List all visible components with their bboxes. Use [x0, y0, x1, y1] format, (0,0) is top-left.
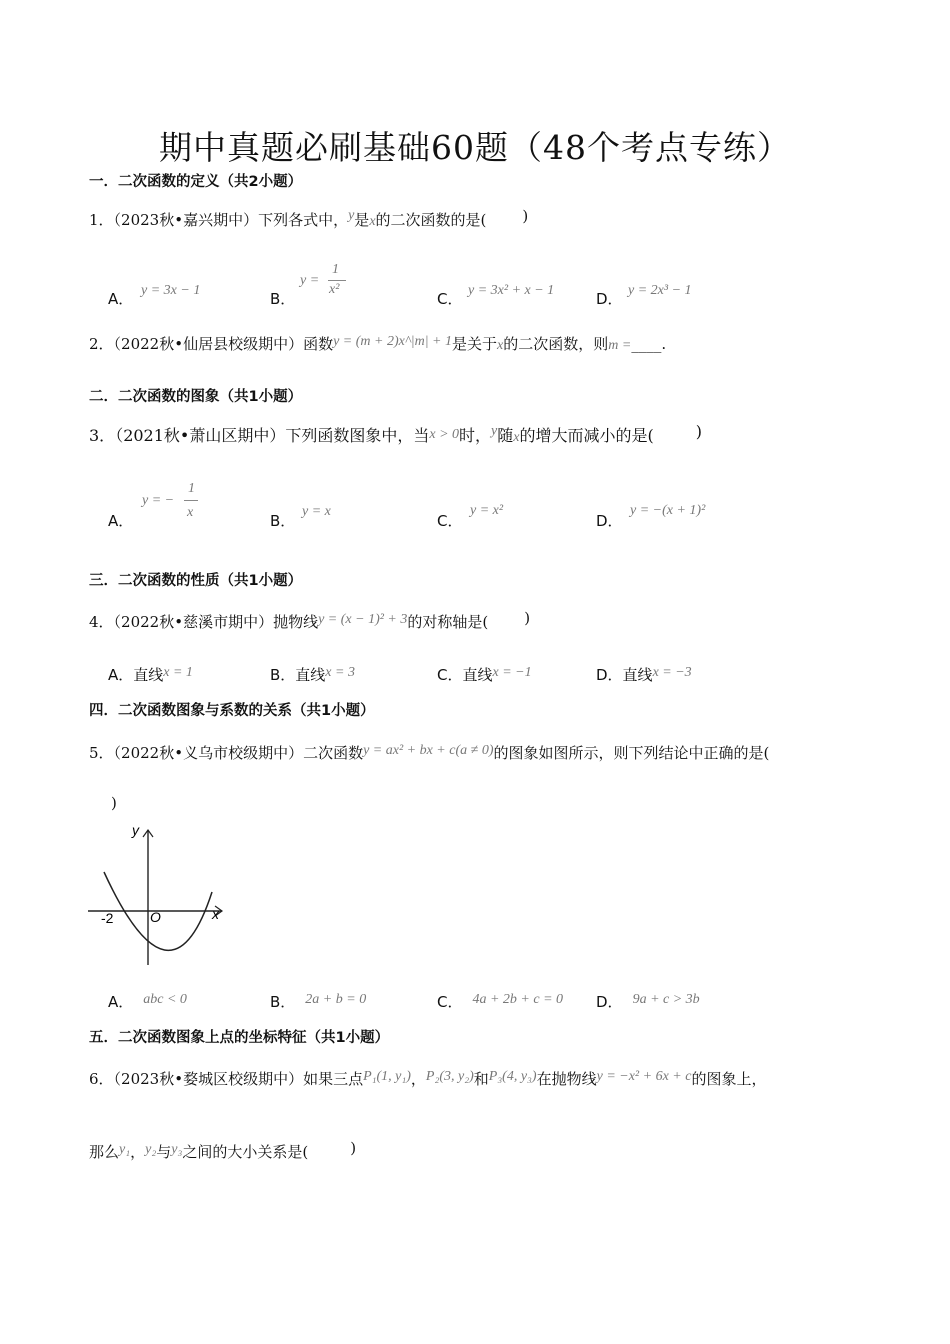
question-source: （2022秋•仙居县校级期中）函数: [113, 335, 334, 353]
option-label: A．: [108, 993, 134, 1011]
answer-paren-close: ): [350, 1139, 357, 1157]
answer-paren-open: (: [480, 211, 487, 229]
question-number: 6．: [89, 1070, 114, 1088]
option-b[interactable]: [270, 510, 295, 531]
option-c[interactable]: [437, 510, 462, 531]
question-number: 3．: [89, 426, 116, 445]
math-var: y₂: [145, 1142, 157, 1157]
option-label: B．: [270, 290, 296, 308]
option-label: C．: [437, 290, 463, 308]
question-6: [89, 1068, 766, 1089]
answer-paren-open: (: [647, 426, 654, 445]
option-label: C．: [437, 512, 463, 530]
option-label: B．直线: [270, 666, 326, 684]
math-var: y: [348, 208, 355, 223]
option-expr: 9a + c > 3b: [632, 992, 700, 1007]
option-c-expr: y = x²: [470, 503, 504, 518]
option-c-expr: y = 3x² + x − 1: [468, 283, 555, 298]
section-heading-1: 一．二次函数的定义（共2小题）: [89, 174, 303, 190]
option-b-lhs: y =: [300, 273, 320, 288]
question-text: 的二次函数，则: [503, 335, 609, 353]
question-number: 2．: [89, 335, 114, 353]
question-number: 5．: [89, 744, 114, 762]
option-a[interactable]: [108, 664, 193, 685]
question-text: 的增大而减小的是: [519, 426, 648, 445]
math-expr: y = −x² + 6x + c: [596, 1069, 692, 1084]
parabola-graph: [84, 820, 234, 970]
option-label: B．: [270, 993, 296, 1011]
math-var: x: [497, 338, 504, 353]
question-6-line-2: [89, 1141, 356, 1162]
option-label: A．: [108, 512, 134, 530]
answer-paren-open: (: [302, 1143, 309, 1161]
fraction-denominator: x²: [329, 282, 340, 297]
option-label: D．: [596, 512, 623, 530]
question-text: 是关于: [452, 335, 498, 353]
option-d[interactable]: [596, 510, 623, 531]
option-a[interactable]: [108, 288, 133, 309]
origin-label: O: [150, 909, 161, 925]
option-b[interactable]: [270, 288, 295, 309]
option-label: D．: [596, 290, 623, 308]
section-heading-5: 五．二次函数图象上点的坐标特征（共1小题）: [89, 1030, 390, 1046]
question-source: （2023秋•嘉兴期中）下列各式中，: [113, 211, 349, 229]
option-expr: abc < 0: [143, 992, 187, 1007]
option-expr: 4a + 2b + c = 0: [472, 992, 564, 1007]
answer-paren-open: (: [763, 744, 770, 762]
option-b[interactable]: [270, 664, 355, 685]
option-expr: x = 1: [163, 665, 193, 680]
option-label: D．: [596, 993, 623, 1011]
option-d-expr: y = 2x³ − 1: [628, 283, 692, 298]
question-5: [89, 742, 769, 763]
option-d[interactable]: [596, 991, 700, 1012]
question-text: 的对称轴是: [407, 613, 483, 631]
question-text: 与: [156, 1143, 172, 1161]
math-expr: m =: [608, 338, 632, 353]
answer-paren-open: (: [482, 613, 489, 631]
question-text: 和: [473, 1070, 489, 1088]
option-a[interactable]: [108, 510, 133, 531]
option-a-expr: y = 3x − 1: [141, 283, 201, 298]
option-d[interactable]: [596, 664, 692, 685]
option-label: C．: [437, 993, 463, 1011]
question-2: [89, 333, 666, 354]
question-text: 是: [354, 211, 370, 229]
fraction-denominator: x: [187, 505, 194, 520]
option-d[interactable]: [596, 288, 623, 309]
page-title: 期中真题必刷基础60题（48个考点专练）: [159, 128, 791, 167]
math-var: y₃: [171, 1142, 183, 1157]
question-source: （2021秋•萧山区期中）下列函数图象中，当: [115, 426, 430, 445]
question-text: 的图象上，: [691, 1070, 767, 1088]
math-expr: y = ax² + bx + c(a ≠ 0): [363, 743, 494, 758]
question-3: [89, 423, 702, 446]
section-heading-4: 四．二次函数图象与系数的关系（共1小题）: [89, 703, 375, 719]
math-var: y₁: [119, 1142, 131, 1157]
math-var: y: [491, 423, 498, 439]
answer-blank[interactable]: ____: [631, 335, 662, 353]
option-expr: x = −1: [492, 665, 532, 680]
fraction-bar: [328, 280, 346, 281]
option-expr: 2a + b = 0: [305, 992, 367, 1007]
question-text: 那么: [89, 1143, 120, 1161]
option-expr: x = 3: [325, 665, 355, 680]
point-p3: P₃(4, y₃): [488, 1069, 537, 1084]
question-text: 的二次函数的是: [375, 211, 481, 229]
answer-paren-close: ): [695, 422, 703, 441]
question-number: 1．: [89, 211, 114, 229]
point-p1: P₁(1, y₁): [363, 1069, 411, 1084]
option-label: A．直线: [108, 666, 164, 684]
x-axis-label: x: [212, 906, 219, 922]
question-text: 在抛物线: [536, 1070, 597, 1088]
question-text: 随: [497, 426, 514, 445]
answer-paren-close: ): [111, 794, 117, 812]
section-heading-3: 三．二次函数的性质（共1小题）: [89, 573, 303, 589]
section-heading-2: 二．二次函数的图象（共1小题）: [89, 389, 303, 405]
root-label: -2: [101, 910, 114, 926]
question-1: [89, 208, 528, 230]
point-p2: P₂(3, y₂): [425, 1069, 474, 1084]
math-expr: y = (x − 1)² + 3: [318, 612, 408, 627]
option-a-lhs: y = −: [142, 493, 175, 508]
option-a[interactable]: [108, 991, 187, 1012]
option-expr: x = −3: [652, 665, 692, 680]
question-text: .: [661, 335, 667, 353]
question-text: ，: [410, 1070, 426, 1088]
option-d-expr: y = −(x + 1)²: [630, 503, 706, 518]
answer-paren-close: ): [524, 609, 531, 627]
fraction-numerator: 1: [188, 481, 195, 496]
answer-paren-close: ): [522, 207, 529, 225]
math-var: x: [513, 430, 520, 445]
question-text: 时，: [459, 426, 492, 445]
option-c[interactable]: [437, 664, 532, 685]
question-source: （2023秋•婺城区校级期中）如果三点: [113, 1070, 364, 1088]
math-var: x: [369, 214, 376, 229]
question-text: 的图象如图所示，则下列结论中正确的是: [493, 744, 764, 762]
option-label: C．直线: [437, 666, 493, 684]
question-text: 之间的大小关系是: [182, 1143, 303, 1161]
question-source: （2022秋•慈溪市期中）抛物线: [113, 613, 319, 631]
option-label: A．: [108, 290, 134, 308]
option-c[interactable]: [437, 288, 462, 309]
option-label: D．直线: [596, 666, 653, 684]
question-number: 4．: [89, 613, 114, 631]
fraction-numerator: 1: [332, 262, 339, 277]
math-expr: y = (m + 2)x^|m| + 1: [333, 334, 452, 349]
option-b[interactable]: [270, 991, 366, 1012]
option-b-expr: y = x: [302, 504, 331, 519]
option-c[interactable]: [437, 991, 563, 1012]
question-source: （2022秋•义乌市校级期中）二次函数: [113, 744, 364, 762]
fraction-bar: [184, 500, 198, 501]
y-axis-label: y: [132, 822, 139, 838]
question-4: [89, 611, 530, 632]
question-text: ，: [130, 1143, 146, 1161]
math-expr: x > 0: [429, 427, 460, 442]
option-label: B．: [270, 512, 296, 530]
